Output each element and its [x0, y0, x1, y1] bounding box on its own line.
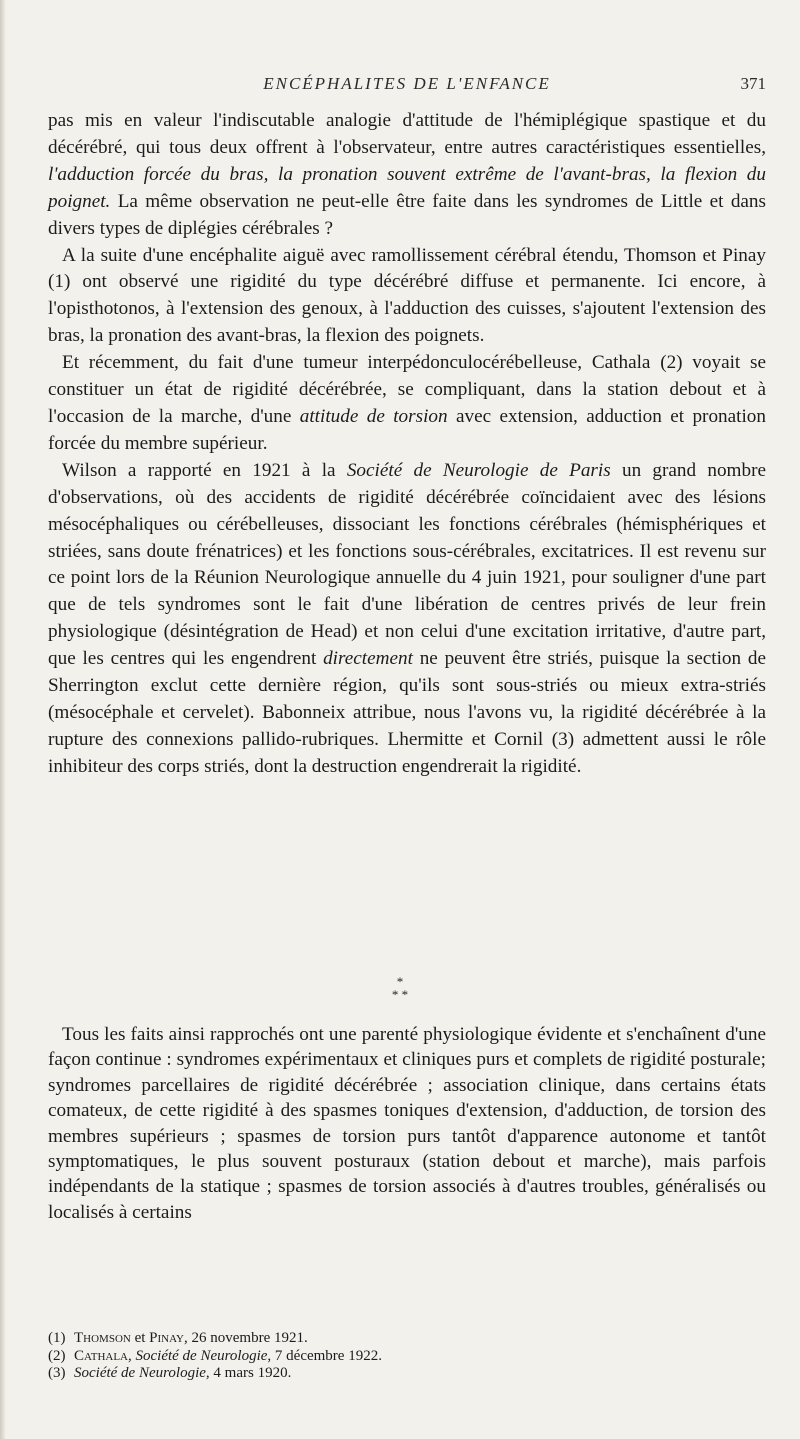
running-title: ENCÉPHALITES DE L'ENFANCE — [263, 74, 551, 93]
footnotes — [48, 1330, 766, 1383]
paragraph-continued: pas mis en valeur l'indiscutable analogie d'attitude de l'hémiplégique spastique et du décérébré, qui tous deux offrent à l'observateur, entre autres caractéristiques essentielles, l'adduction forcée du bras, la pronation souvent extrême de l'avant-bras, la flexion du poignet. La même observation ne peut-elle être faite dans les syndromes de Little et dans divers types de diplégies cérébrales ? — [48, 110, 766, 239]
footnote-2: (2) Cathala, Société de Neurologie, 7 décembre 1922. — [48, 1347, 382, 1364]
scan-binding-shadow — [0, 0, 6, 1439]
section-two-text — [48, 1022, 766, 1225]
paragraph-cathala: Et récemment, du fait d'une tumeur interpédonculocérébelleuse, Cathala (2) voyait se constituer un état de rigidité décérébrée, se compliquant, dans la station debout et à l'occasion de la marche, d'une attitude de torsion avec extension, adduction et pronation forcée du membre supérieur. — [48, 352, 766, 454]
section-asterism: * * * — [391, 974, 409, 1002]
footnote-1: (1) Thomson et Pinay, 26 novembre 1921. — [48, 1330, 308, 1346]
footnote-3: (3) Société de Neurologie, 4 mars 1920. — [48, 1365, 292, 1381]
paragraph-thomson-pinay: A la suite d'une encéphalite aiguë avec ramollissement cérébral étendu, Thomson et Pinay (1) ont observé une rigidité du type décérébré diffuse et permanente. Ici encore, à l'opisthotonos, à l'extension des genoux, à l'adduction des cuisses, s'ajoutent l'extension des bras, la pronation des avant-bras, la flexion des poignets. — [48, 244, 766, 347]
page-header — [48, 74, 766, 104]
main-text — [48, 108, 766, 781]
page-number: 371 — [740, 74, 766, 93]
paragraph-synthesis: Tous les faits ainsi rapprochés ont une parenté physiologique évidente et s'enchaînent d'une façon continue : syndromes expérimentaux et cliniques purs et complets de rigidité posturale; syndromes parcellaires de rigidité décérébrée ; association clinique, dans certains états comateux, de cette rigidité à des spasmes toniques d'extension, d'adduction, de torsion des membres supérieurs ; spasmes de torsion purs tantôt d'apparence autonome et tantôt symptomatiques, le plus souvent posturaux (station debout et marche), mais parfois indépendants de la statique ; spasmes de torsion associés à d'autres troubles, généralisés ou localisés à certains — [48, 1024, 766, 1223]
paragraph-wilson: Wilson a rapporté en 1921 à la Société de Neurologie de Paris un grand nombre d'observations, où des accidents de rigidité décérébrée coïncidaient avec des lésions mésocéphaliques ou cérébelleuses, dissociant les fonctions cérébrales (hémisphériques et striées, sans doute frénatrices) et les fonctions sous-cérébrales, excitatrices. Il est revenu sur ce point lors de la Réunion Neurologique annuelle du 4 juin 1921, pour souligner d'une part que de tels syndromes sont le fait d'une libération de centres privés de leur frein physiologique (désintégration de Head) et non celui d'une excitation irritative, d'autre part, que les centres qui les engendrent directement ne peuvent être striés, puisque la section de Sherrington exclut cette dernière région, qu'ils sont sous-striés ou mieux extra-striés (mésocéphale et cervelet). Babonneix attribue, nous l'avons vu, la rigidité décérébrée à la rupture des connexions pallido-rubriques. Lhermitte et Cornil (3) admettent aussi le rôle inhibiteur des corps striés, dont la destruction engendrerait la rigidité. — [48, 459, 766, 777]
